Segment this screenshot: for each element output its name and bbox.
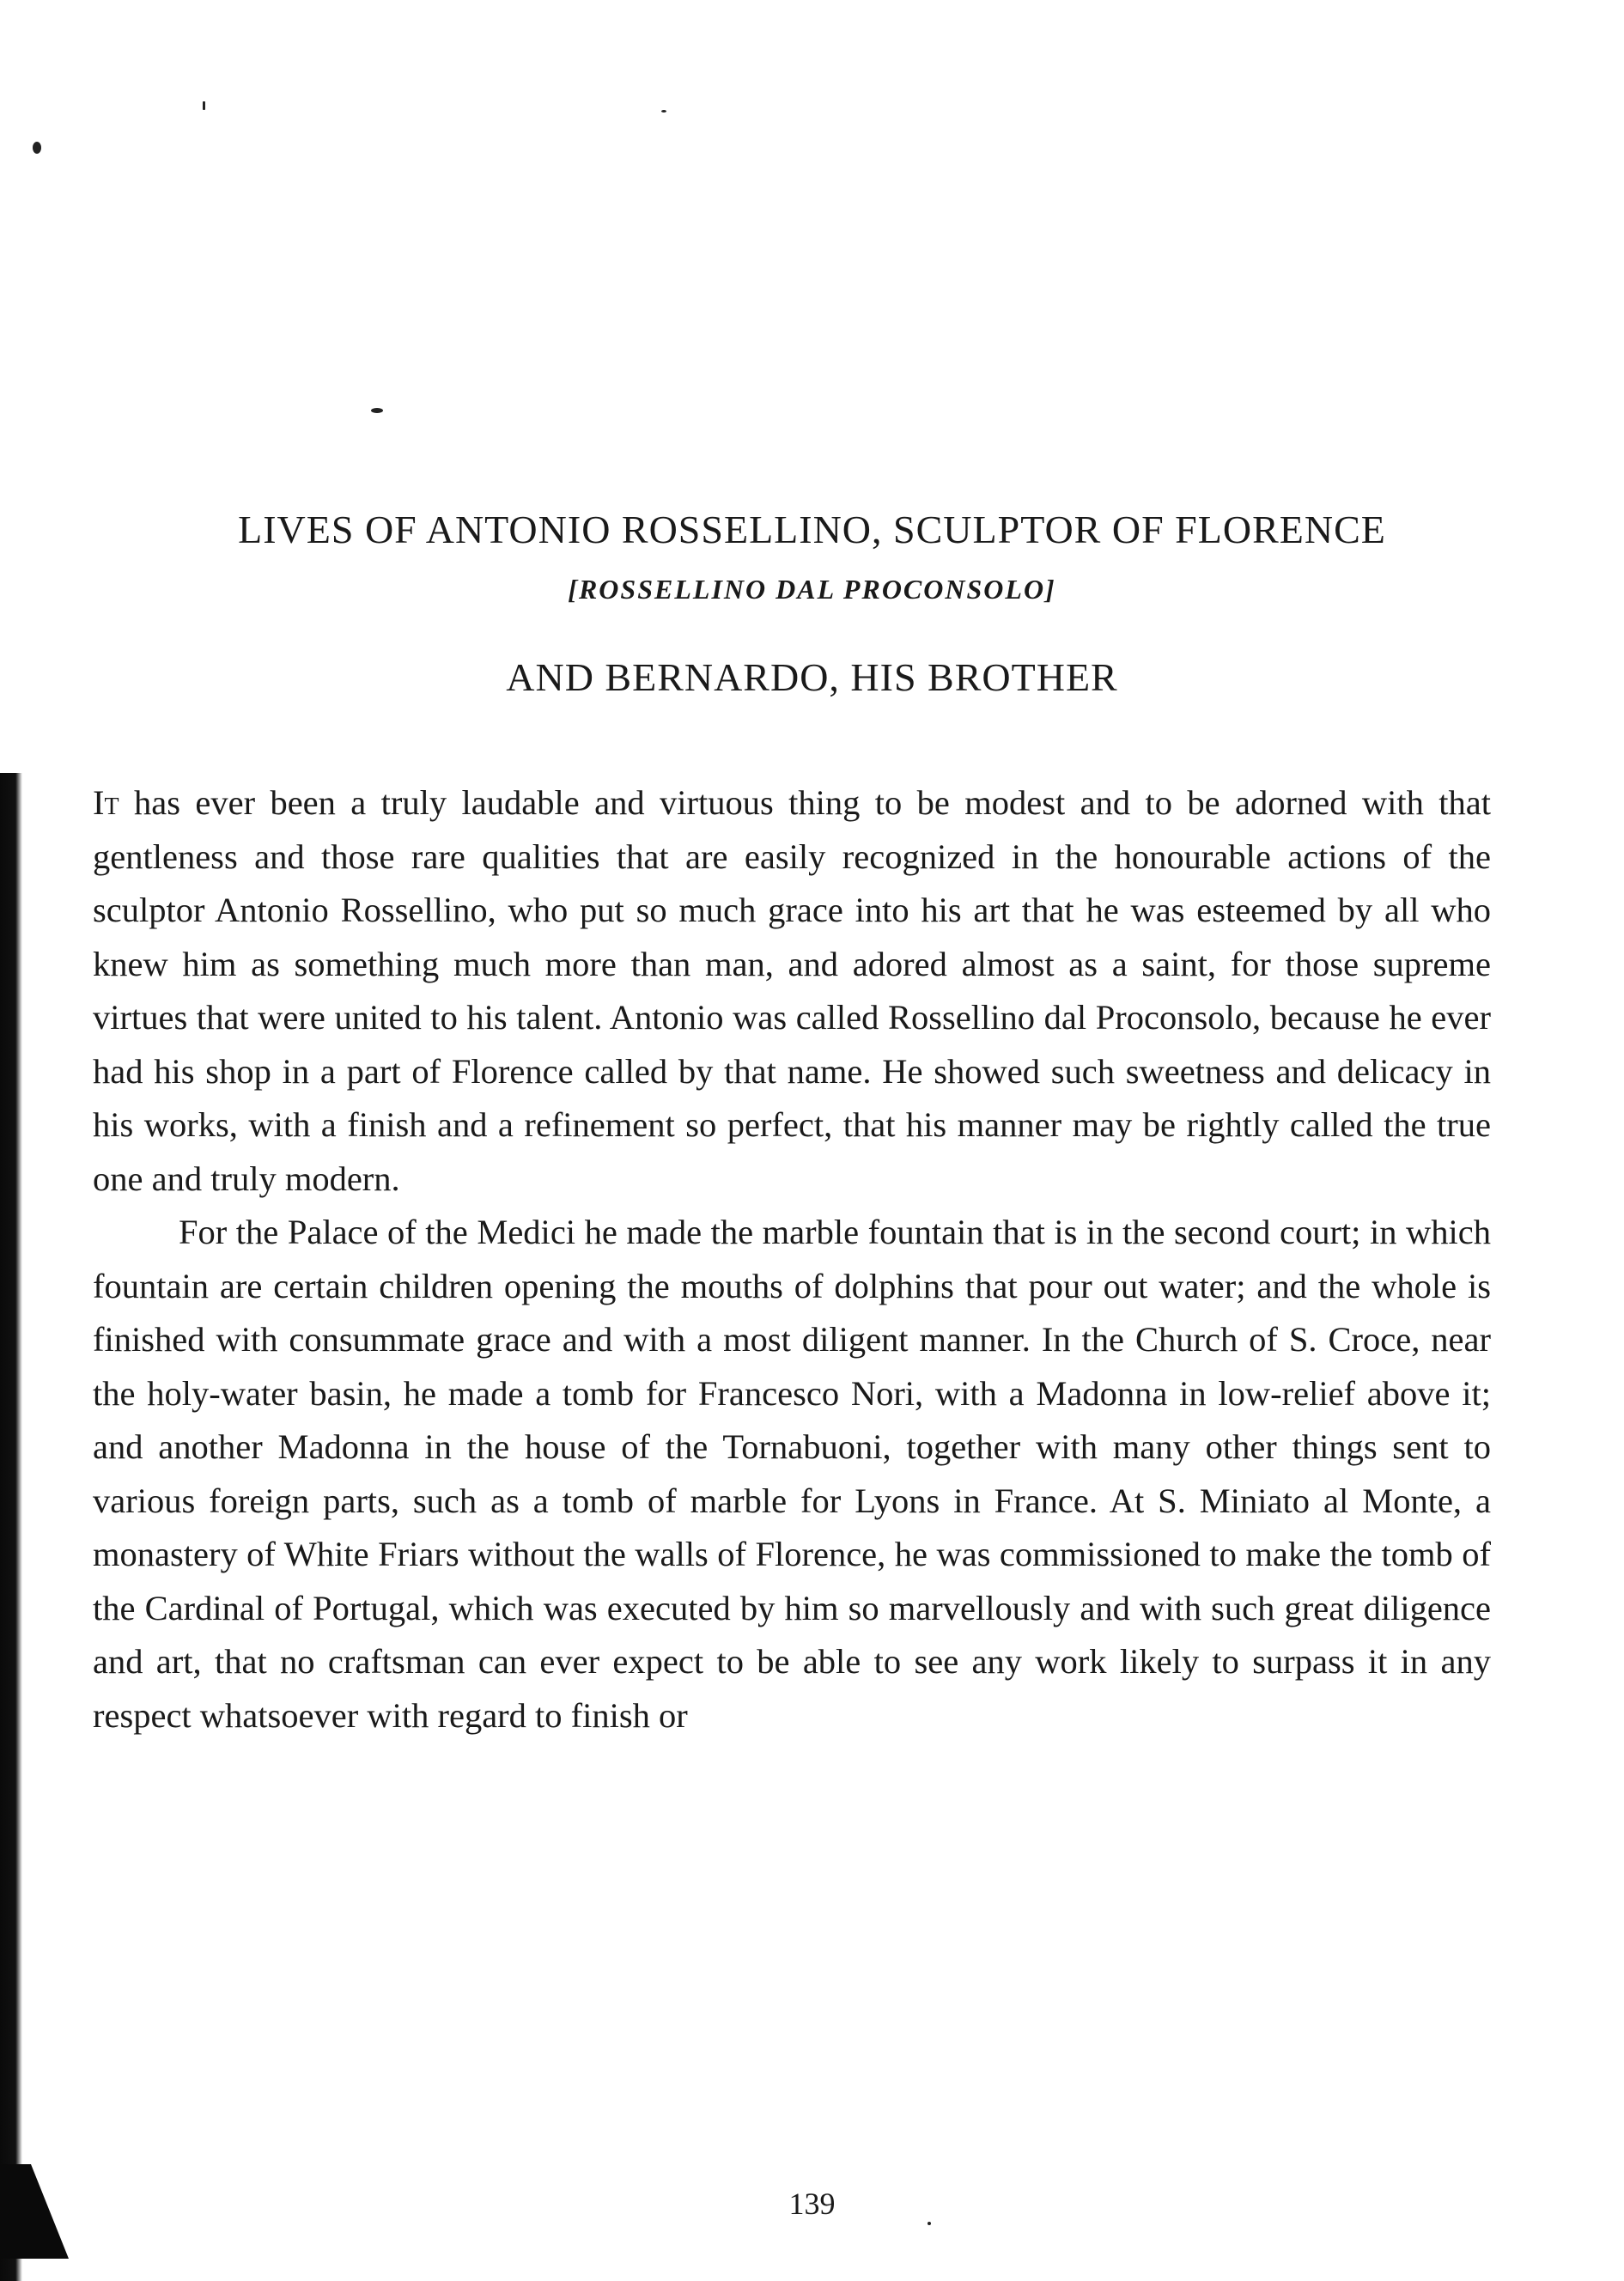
scan-speck [203, 101, 205, 110]
scan-speck [661, 110, 666, 113]
paragraph-2 [93, 1206, 1491, 1743]
paragraph-text: has ever been a truly laudable and virtuous thing to be modest and to be adorned with that gentleness and those rare qualities that are easily recognized in the honourable actions of the sculptor Antonio Rossellino, who put so much grace into his art that he was esteemed by all who knew him as something much more than man, and adored almost as a saint, for those supreme virtues that were united to his talent. Antonio was called Rossellino dal Proconsolo, because he ever had his shop in a part of Florence called by that name. He showed such sweetness and delicacy in his works, with a finish and a refinement so perfect, that his manner may be rightly called the true one and truly modern. [93, 783, 1491, 1198]
chapter-title: LIVES OF ANTONIO ROSSELLINO, SCULPTOR OF FLORENCE [238, 508, 1386, 551]
binding-shadow [0, 773, 22, 2281]
scan-speck [33, 142, 41, 154]
body-text [93, 776, 1491, 1743]
paragraph-1 [93, 776, 1491, 1206]
chapter-title-continued: AND BERNARDO, HIS BROTHER [506, 655, 1118, 699]
scan-speck [371, 408, 383, 413]
page-number: 139 [788, 2187, 836, 2221]
opening-word: It [93, 783, 119, 822]
scan-speck [928, 2222, 931, 2225]
chapter-subtitle: [ROSSELLINO DAL PROCONSOLO] [568, 574, 1056, 605]
paragraph-text: For the Palace of the Medici he made the marble fountain that is in the second court; in which fountain are certain children opening the mouths of dolphins that pour out water; and the whole is finished with consummate grace and with a most diligent manner. In the Church of S. Croce, near the holy-water basin, he made a tomb for Francesco Nori, with a Madonna in low-relief above it; and another Madonna in the house of the Tornabuoni, together with many other things sent to various foreign parts, such as a tomb of marble for Lyons in France. At S. Miniato al Monte, a monastery of White Friars without the walls of Florence, he was commissioned to make the tomb of the Cardinal of Portugal, which was executed by him so marvellously and with such great diligence and art, that no craftsman can ever expect to be able to see any work likely to surpass it in any respect whatsoever with regard to finish or [93, 1213, 1491, 1735]
